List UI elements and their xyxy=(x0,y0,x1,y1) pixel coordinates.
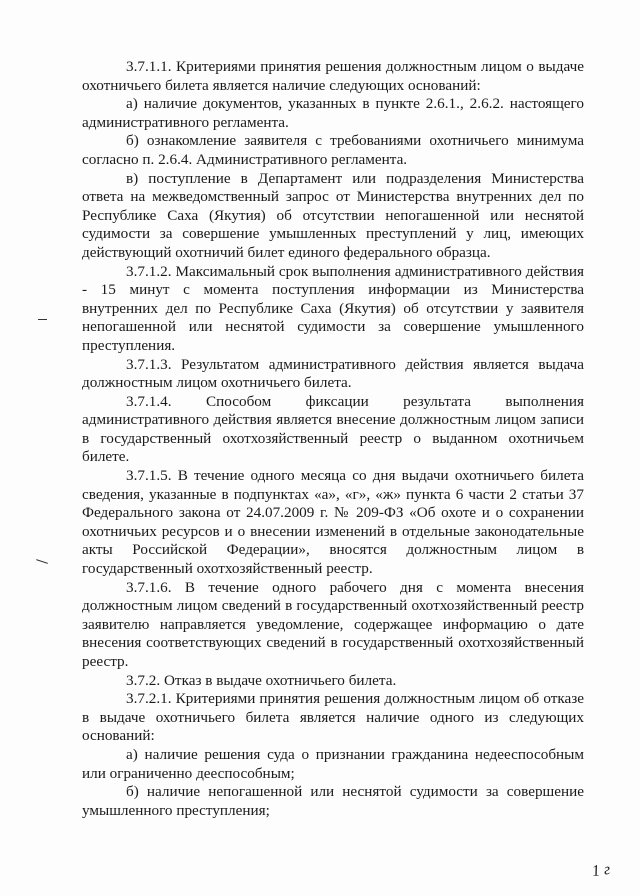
paragraph-3-7-2: 3.7.2. Отказ в выдаче охотничьего билета. xyxy=(126,671,397,689)
paragraph-criterion-v: в) поступление в Департамент или подразделения Министерства ответа на межведомственный запрос от Министерства внутренних дел по Республике Саха (Якутия) об отсутствии непогашенной или неснятой судимости за совершение умышленных преступлений у лиц, имеющих действующий охотничий билет единого федерального образца. xyxy=(82,169,584,261)
paragraph-3-7-2-1: 3.7.2.1. Критериями принятия решения должностным лицом об отказе в выдаче охотничьего билета является наличие одного из следующих оснований: xyxy=(82,690,584,745)
paragraph-refusal-a: а) наличие решения суда о признании гражданина недееспособным или ограниченно дееспособным; xyxy=(82,745,584,782)
paragraph-3-7-1-3: 3.7.1.3. Результатом административного действия является выдача должностным лицом охотничьего билета. xyxy=(82,355,584,392)
paragraph-refusal-b: б) наличие непогашенной или неснятой судимости за совершение умышленного преступления; xyxy=(82,783,584,819)
paragraph-3-7-1-5: 3.7.1.5. В течение одного месяца со дня выдачи охотничьего билета сведения, указанные в подпунктах «а», «г», «ж» пункта 6 части 2 статьи 37 Федерального закона от 24.07.2009 г. № 209-ФЗ «Об охоте и о сохранении охотничьих ресурсов и о внесении изменений в отдельные законодательные акты Российской Федерации», вносятся должностным лицом в государственный охотхозяйственный реестр. xyxy=(82,467,584,578)
document-body xyxy=(82,58,584,820)
handwritten-page-number: 1 г xyxy=(590,860,612,881)
margin-dash-mark xyxy=(38,319,47,320)
paragraph-criterion-b: б) ознакомление заявителя с требованиями охотничьего минимума согласно п. 2.6.4. Административного регламента. xyxy=(82,132,584,168)
paragraph-3-7-1-6: 3.7.1.6. В течение одного рабочего дня с момента внесения должностным лицом сведений в государственный охотхозяйственный реестр заявителю направляется уведомление, содержащее информацию о дате внесения соответствующих сведений в государственный охотхозяйственный реестр. xyxy=(82,578,584,670)
paragraph-3-7-1-4: 3.7.1.4. Способом фиксации результата выполнения административного действия является внесение должностным лицом записи в государственный охотхозяйственный реестр о выданном охотничьем билете. xyxy=(82,392,584,466)
paragraph-criterion-a: а) наличие документов, указанных в пункте 2.6.1., 2.6.2. настоящего административного регламента. xyxy=(82,95,584,131)
paragraph-3-7-1-1: 3.7.1.1. Критериями принятия решения должностным лицом о выдаче охотничьего билета является наличие следующих оснований: xyxy=(82,58,584,94)
paragraph-3-7-1-2: 3.7.1.2. Максимальный срок выполнения административного действия - 15 минут с момента поступления информации из Министерства внутренних дел по Республике Саха (Якутия) об отсутствии у заявителя непогашенной или неснятой судимости за совершение умышленного преступления. xyxy=(82,262,584,354)
margin-tick-mark xyxy=(36,559,48,564)
